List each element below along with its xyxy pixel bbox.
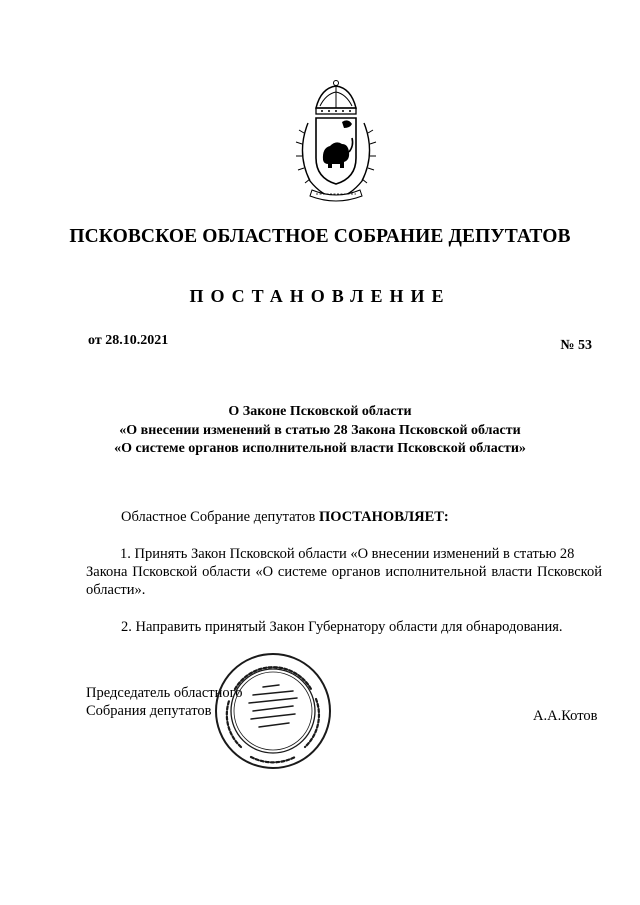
resolution-item-2: 2. Направить принятый Закон Губернатору области для обнародования. <box>121 619 563 635</box>
pskov-coat-of-arms-icon <box>286 78 386 208</box>
document-number: № 53 <box>560 338 592 353</box>
document-date: от 28.10.2021 <box>88 333 169 348</box>
document-subject <box>0 403 640 459</box>
subject-line-1: О Законе Псковской области <box>228 404 412 419</box>
resolution-item-1 <box>86 545 602 599</box>
subject-line-3: «О системе органов исполнительной власти Псковской области» <box>114 441 526 456</box>
signatory-name: А.А.Котов <box>533 708 598 724</box>
preamble-resolves: ПОСТАНОВЛЯЕТ: <box>319 509 449 525</box>
item-1-continuation: Закона Псковской области «О системе органов исполнительной власти Псковской области». <box>86 564 602 598</box>
preamble <box>121 508 449 526</box>
signatory-title-line-1: Председатель областного <box>86 685 243 701</box>
organization-title: ПСКОВСКОЕ ОБЛАСТНОЕ СОБРАНИЕ ДЕПУТАТОВ <box>69 226 571 247</box>
subject-line-2: «О внесении изменений в статью 28 Закона Псковской области <box>119 422 521 438</box>
item-1-first-line: 1. Принять Закон Псковской области «О внесении изменений в статью 28 <box>120 546 575 562</box>
signatory-title-line-2: Собрания депутатов <box>86 703 212 719</box>
preamble-text: Областное Собрание депутатов <box>121 509 320 525</box>
official-stamp-icon <box>213 651 333 771</box>
document-type-heading: ПОСТАНОВЛЕНИЕ <box>189 286 451 306</box>
